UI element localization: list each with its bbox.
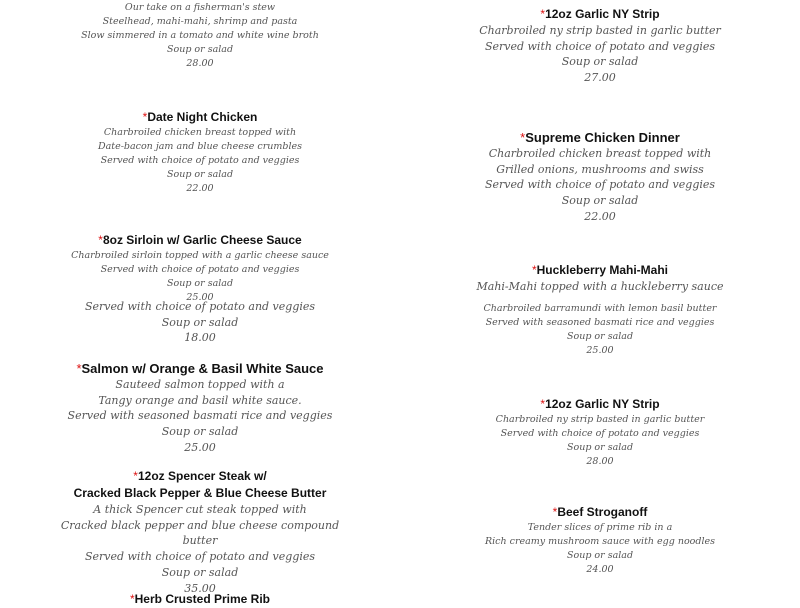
item-desc: Sauteed salmon topped with a Tangy orange and basil white sauce. Served with seasoned basmati rice and veggies Soup or salad 25.00 [67, 378, 333, 454]
item-desc: Our take on a fisherman's stew Steelhead, mahi-mahi, shrimp and pasta Slow simmered in a tomato and white wine broth Soup or salad 28.00 [81, 2, 319, 69]
item-title: *Huckleberry Mahi-Mahi [531, 263, 669, 277]
item-desc: Charbroiled ny strip basted in garlic butter Served with choice of potato and veggies Soup or salad 27.00 [479, 24, 721, 85]
item-title: *12oz Spencer Steak w/ [133, 469, 267, 483]
item-title: *Beef Stroganoff [552, 505, 648, 519]
item-desc: Charbroiled ny strip basted in garlic butter Served with choice of potato and veggies Soup or salad 28.00 [495, 414, 705, 467]
item-desc: A thick Spencer cut steak topped with Cracked black pepper and blue cheese compound butter Served with choice of potato and veggies Soup or salad 35.00 [60, 503, 340, 595]
item-title-line2: Cracked Black Pepper & Blue Cheese Butter [73, 486, 327, 500]
item-title: *Herb Crusted Prime Rib [129, 592, 271, 606]
menu-item-garlic-ny-strip [460, 6, 740, 86]
item-title: *Supreme Chicken Dinner [520, 130, 680, 145]
item-desc: Served with choice of potato and veggies Soup or salad 18.00 [84, 300, 316, 345]
item-desc: Charbroiled sirloin topped with a garlic cheese sauce Served with choice of potato and veggies Soup or salad 25.00 [71, 250, 329, 303]
item-title: *8oz Sirloin w/ Garlic Cheese Sauce [98, 233, 302, 247]
item-desc: Charbroiled chicken breast topped with Date-bacon jam and blue cheese crumbles Served with choice of potato and veggies Soup or salad 22.00 [97, 127, 303, 194]
menu-item-barramundi [460, 302, 740, 358]
menu-item-beef-stroganoff [460, 504, 740, 577]
menu-item-salmon [50, 360, 350, 456]
menu-item-overlap-text [50, 299, 350, 346]
item-title: *12oz Garlic NY Strip [540, 397, 660, 411]
menu-item-supreme-chicken [460, 129, 740, 225]
item-desc: Charbroiled barramundi with lemon basil butter Served with seasoned basmati rice and veggies Soup or salad 25.00 [483, 303, 717, 356]
item-desc: Tender slices of prime rib in a Rich creamy mushroom sauce with egg noodles Soup or salad 24.00 [484, 522, 716, 575]
item-desc: Charbroiled chicken breast topped with Grilled onions, mushrooms and swiss Served with choice of potato and veggies Soup or salad 22.00 [484, 147, 716, 223]
menu-item-garlic-ny-strip-2 [460, 396, 740, 469]
item-title: *12oz Garlic NY Strip [540, 7, 660, 21]
item-desc: Mahi-Mahi topped with a huckleberry sauce [476, 280, 724, 293]
menu-item-spencer-steak [50, 468, 350, 596]
item-title: *Salmon w/ Orange & Basil White Sauce [76, 361, 324, 376]
menu-item-sirloin [50, 232, 350, 305]
item-title: *Date Night Chicken [142, 110, 258, 124]
menu-item-date-night-chicken [60, 109, 340, 196]
menu-item-fisherman-stew [60, 1, 340, 71]
menu-item-huckleberry-mahi [460, 262, 740, 295]
